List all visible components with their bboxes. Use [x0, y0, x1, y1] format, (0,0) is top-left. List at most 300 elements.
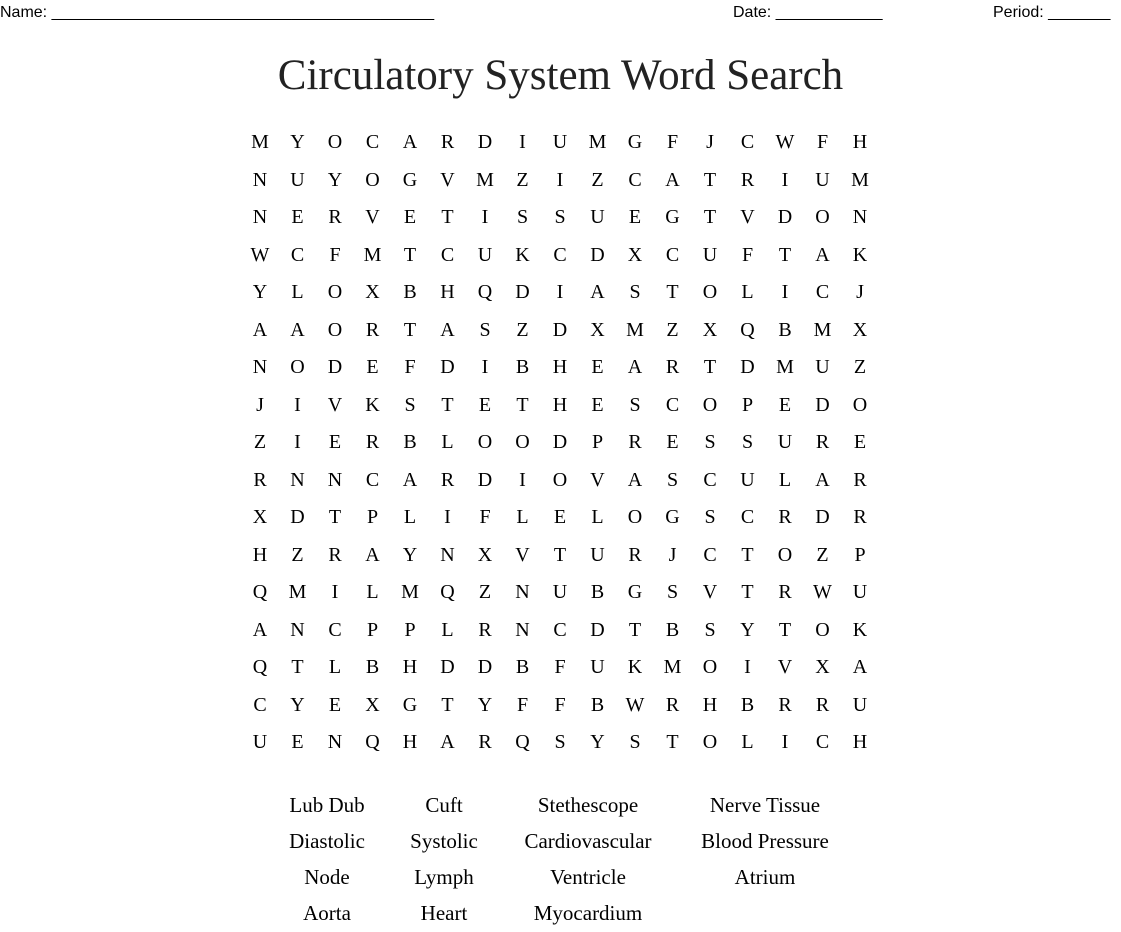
grid-letter: U: [590, 656, 605, 678]
grid-letter: O: [702, 656, 718, 678]
grid-letter: U: [852, 693, 868, 716]
grid-letter: S: [704, 618, 716, 641]
grid-letter: P: [854, 543, 866, 566]
grid-letter: F: [329, 243, 341, 266]
grid-letter: H: [252, 543, 268, 566]
grid-letter: D: [552, 431, 568, 453]
grid-letter: L: [741, 281, 754, 303]
grid-letter: I: [556, 168, 564, 191]
grid-letter: S: [629, 731, 641, 753]
grid-letter: R: [440, 468, 455, 491]
word-bank-item: Ventricle: [550, 865, 626, 889]
grid-letter: T: [666, 731, 679, 753]
word-bank-item: Cardiovascular: [524, 829, 652, 853]
grid-letter: O: [477, 431, 493, 453]
grid-letter: T: [441, 693, 454, 716]
grid-letter: Z: [478, 581, 492, 603]
grid-letter: H: [552, 393, 568, 416]
grid-letter: F: [554, 693, 566, 716]
grid-letter: D: [515, 281, 530, 303]
grid-letter: M: [476, 168, 494, 191]
grid-letter: D: [440, 656, 455, 678]
grid-letter: P: [404, 618, 416, 641]
grid-letter: U: [702, 243, 718, 266]
grid-letter: A: [365, 543, 380, 566]
grid-letter: C: [815, 281, 830, 303]
grid-letter: R: [365, 431, 380, 453]
grid-letter: X: [252, 506, 268, 528]
grid-letter: L: [403, 506, 417, 528]
grid-letter: I: [294, 393, 301, 416]
grid-letter: L: [291, 281, 304, 303]
grid-letter: K: [365, 393, 380, 416]
grid-letter: R: [365, 318, 380, 341]
grid-letter: H: [702, 693, 718, 716]
grid-letter: E: [778, 393, 792, 416]
grid-letter: Z: [291, 543, 304, 566]
grid-letter: B: [665, 618, 680, 641]
grid-letter: Y: [290, 693, 305, 716]
grid-letter: A: [852, 656, 868, 678]
grid-letter: E: [591, 356, 604, 378]
grid-letter: T: [666, 281, 679, 303]
grid-letter: G: [627, 581, 643, 603]
grid-letter: F: [741, 243, 754, 266]
grid-letter: R: [815, 693, 830, 716]
grid-letter: R: [778, 506, 792, 528]
grid-letter: W: [625, 693, 645, 716]
grid-letter: U: [852, 581, 868, 603]
grid-letter: C: [740, 506, 755, 528]
grid-letter: X: [852, 318, 868, 341]
grid-letter: X: [365, 693, 380, 716]
grid-letter: B: [403, 431, 417, 453]
word-bank-item: Lymph: [414, 865, 474, 889]
grid-letter: C: [365, 131, 380, 153]
grid-letter: C: [440, 243, 455, 266]
grid-letter: L: [516, 506, 529, 528]
grid-letter: T: [741, 543, 754, 566]
word-bank-item: Nerve Tissue: [709, 793, 821, 817]
grid-letter: F: [404, 356, 416, 378]
grid-letter: R: [665, 693, 680, 716]
grid-letter: P: [741, 393, 754, 416]
grid-letter: T: [403, 243, 417, 266]
grid-letter: I: [781, 731, 789, 753]
grid-letter: F: [554, 656, 566, 678]
grid-letter: M: [626, 318, 644, 341]
word-bank-item: Stethescope: [537, 793, 639, 817]
grid-letter: J: [256, 393, 264, 416]
grid-letter: B: [740, 693, 755, 716]
grid-letter: D: [590, 243, 605, 266]
grid-letter: H: [852, 131, 868, 153]
grid-letter: O: [327, 281, 343, 303]
grid-letter: M: [401, 581, 419, 603]
grid-letter: Q: [740, 318, 755, 341]
grid-letter: X: [627, 243, 643, 266]
grid-letter: H: [440, 281, 455, 303]
period-field: Period: _______: [993, 4, 1111, 21]
grid-letter: G: [627, 131, 643, 153]
grid-letter: R: [628, 543, 642, 566]
grid-letter: Q: [477, 281, 493, 303]
grid-letter: E: [553, 506, 567, 528]
grid-letter: I: [781, 281, 789, 303]
grid-letter: N: [327, 731, 343, 753]
grid-letter: M: [663, 656, 682, 678]
date-field: Date: ____________: [733, 4, 883, 21]
grid-letter: M: [813, 318, 832, 341]
grid-letter: Q: [440, 581, 455, 603]
grid-letter: O: [327, 131, 343, 153]
grid-letter: J: [668, 543, 677, 566]
grid-letter: O: [327, 318, 343, 341]
grid-letter: Y: [590, 731, 605, 753]
grid-letter: A: [402, 468, 418, 491]
word-bank-item: Lub Dub: [289, 793, 365, 817]
grid-letter: A: [290, 318, 305, 341]
grid-letter: B: [515, 656, 530, 678]
grid-letter: O: [552, 468, 568, 491]
grid-letter: Z: [853, 356, 867, 378]
grid-letter: P: [366, 506, 379, 528]
grid-letter: E: [291, 206, 304, 228]
grid-letter: U: [252, 731, 268, 753]
grid-letter: E: [478, 393, 492, 416]
grid-letter: S: [704, 506, 716, 528]
grid-letter: U: [815, 356, 830, 378]
grid-letter: Q: [252, 581, 268, 603]
grid-letter: M: [363, 243, 382, 266]
grid-letter: U: [477, 243, 493, 266]
grid-letter: D: [740, 356, 755, 378]
grid-letter: B: [515, 356, 530, 378]
grid-letter: V: [590, 468, 605, 491]
grid-letter: O: [515, 431, 530, 453]
grid-letter: R: [328, 206, 342, 228]
grid-letter: D: [440, 356, 455, 378]
grid-letter: A: [590, 281, 605, 303]
grid-letter: R: [665, 356, 680, 378]
grid-letter: O: [702, 281, 718, 303]
grid-letter: C: [665, 393, 680, 416]
grid-letter: C: [665, 243, 680, 266]
grid-letter: I: [781, 168, 789, 191]
grid-letter: N: [327, 468, 343, 491]
grid-letter: D: [477, 656, 493, 678]
grid-letter: U: [590, 206, 605, 228]
grid-letter: A: [627, 468, 643, 491]
word-bank-item: Blood Pressure: [701, 829, 829, 853]
grid-letter: R: [478, 731, 492, 753]
grid-letter: H: [552, 356, 568, 378]
grid-letter: M: [851, 168, 869, 191]
grid-letter: F: [479, 506, 491, 528]
grid-letter: D: [590, 618, 605, 641]
grid-letter: G: [665, 206, 680, 228]
grid-letter: Y: [252, 281, 268, 303]
grid-letter: D: [477, 131, 493, 153]
grid-letter: L: [741, 731, 754, 753]
grid-letter: I: [744, 656, 751, 678]
grid-letter: J: [856, 281, 864, 303]
grid-letter: R: [253, 468, 267, 491]
grid-letter: E: [366, 356, 379, 378]
grid-letter: V: [327, 393, 343, 416]
word-bank-item: Cuft: [425, 793, 463, 817]
grid-letter: S: [629, 281, 641, 303]
grid-letter: N: [252, 168, 268, 191]
grid-letter: V: [702, 581, 718, 603]
grid-letter: T: [441, 393, 454, 416]
grid-letter: R: [328, 543, 342, 566]
grid-letter: B: [778, 318, 792, 341]
grid-letter: T: [291, 656, 304, 678]
grid-letter: S: [741, 431, 754, 453]
grid-letter: Z: [516, 168, 529, 191]
grid-letter: C: [628, 168, 642, 191]
grid-letter: O: [815, 618, 830, 641]
grid-letter: N: [290, 618, 305, 641]
grid-letter: X: [702, 318, 718, 341]
grid-letter: P: [366, 618, 379, 641]
grid-letter: S: [554, 731, 566, 753]
grid-letter: H: [402, 656, 418, 678]
grid-letter: U: [590, 543, 605, 566]
grid-letter: I: [331, 581, 339, 603]
grid-letter: O: [365, 168, 380, 191]
grid-letter: D: [552, 318, 568, 341]
grid-letter: V: [365, 206, 380, 228]
grid-letter: Y: [477, 693, 493, 716]
grid-letter: A: [440, 731, 455, 753]
grid-letter: W: [250, 243, 270, 266]
grid-letter: I: [294, 431, 301, 453]
grid-letter: L: [441, 431, 454, 453]
grid-letter: O: [702, 393, 718, 416]
grid-letter: Q: [515, 731, 530, 753]
grid-letter: X: [815, 656, 830, 678]
grid-letter: G: [402, 693, 418, 716]
grid-letter: S: [704, 431, 716, 453]
grid-letter: Y: [327, 168, 343, 191]
word-bank-item: Systolic: [410, 829, 478, 853]
grid-letter: E: [853, 431, 867, 453]
grid-letter: T: [703, 168, 717, 191]
grid-letter: R: [628, 431, 642, 453]
grid-letter: H: [402, 731, 418, 753]
grid-letter: B: [590, 581, 605, 603]
grid-letter: T: [778, 618, 792, 641]
grid-letter: I: [519, 131, 526, 153]
grid-letter: R: [815, 431, 830, 453]
grid-letter: O: [777, 543, 793, 566]
grid-letter: O: [290, 356, 305, 378]
grid-letter: R: [853, 506, 867, 528]
grid-letter: E: [291, 731, 304, 753]
grid-letter: U: [290, 168, 305, 191]
grid-letter: S: [666, 581, 679, 603]
word-bank-item: Node: [304, 865, 350, 889]
grid-letter: M: [288, 581, 307, 603]
grid-letter: Z: [816, 543, 829, 566]
grid-letter: W: [813, 581, 832, 603]
grid-letter: E: [628, 206, 642, 228]
grid-letter: S: [554, 206, 566, 228]
grid-letter: V: [740, 206, 755, 228]
grid-letter: S: [516, 206, 529, 228]
grid-letter: H: [852, 731, 868, 753]
grid-letter: C: [740, 131, 755, 153]
grid-letter: D: [777, 206, 793, 228]
grid-letter: U: [815, 168, 830, 191]
grid-letter: L: [778, 468, 792, 491]
grid-letter: I: [519, 468, 526, 491]
grid-letter: K: [627, 656, 643, 678]
grid-letter: R: [478, 618, 492, 641]
grid-letter: I: [556, 281, 564, 303]
grid-letter: F: [666, 131, 679, 153]
grid-letter: N: [252, 206, 268, 228]
grid-letter: C: [703, 468, 717, 491]
grid-letter: X: [365, 281, 380, 303]
word-bank-item: Myocardium: [533, 901, 643, 925]
grid-letter: E: [328, 431, 342, 453]
grid-letter: S: [479, 318, 491, 341]
grid-letter: R: [740, 168, 755, 191]
grid-letter: Y: [290, 131, 305, 153]
word-bank-item: Diastolic: [289, 829, 365, 853]
grid-letter: U: [777, 431, 793, 453]
grid-letter: A: [627, 356, 643, 378]
grid-letter: C: [553, 243, 567, 266]
grid-letter: Y: [402, 543, 418, 566]
grid-letter: N: [515, 581, 530, 603]
grid-letter: A: [402, 131, 418, 153]
grid-letter: N: [440, 543, 455, 566]
grid-letter: G: [665, 506, 680, 528]
grid-letter: T: [553, 543, 567, 566]
grid-letter: L: [591, 506, 604, 528]
grid-letter: I: [481, 356, 489, 378]
grid-letter: C: [815, 731, 830, 753]
grid-letter: O: [852, 393, 868, 416]
grid-letter: Q: [252, 656, 268, 678]
grid-letter: F: [816, 131, 829, 153]
grid-letter: X: [477, 543, 493, 566]
grid-letter: Z: [253, 431, 267, 453]
grid-letter: X: [590, 318, 605, 341]
grid-letter: J: [706, 131, 714, 153]
grid-letter: D: [815, 506, 830, 528]
grid-letter: R: [853, 468, 867, 491]
grid-letter: F: [516, 693, 529, 716]
grid-letter: T: [741, 581, 754, 603]
grid-letter: C: [365, 468, 380, 491]
word-bank-item: Aorta: [303, 901, 351, 925]
grid-letter: R: [778, 693, 792, 716]
grid-letter: D: [327, 356, 343, 378]
grid-letter: T: [441, 206, 454, 228]
grid-letter: K: [852, 243, 868, 266]
grid-letter: M: [251, 131, 269, 153]
grid-letter: M: [588, 131, 607, 153]
grid-letter: T: [628, 618, 642, 641]
grid-letter: Q: [365, 731, 380, 753]
grid-letter: C: [253, 693, 267, 716]
grid-letter: U: [552, 581, 568, 603]
grid-letter: T: [403, 318, 417, 341]
grid-letter: P: [591, 431, 604, 453]
grid-letter: K: [515, 243, 530, 266]
grid-letter: C: [553, 618, 567, 641]
word-bank-item: Heart: [420, 901, 468, 925]
grid-letter: S: [666, 468, 679, 491]
name-field: Name: ___________________________________________: [0, 4, 435, 21]
grid-letter: B: [365, 656, 380, 678]
grid-letter: T: [328, 506, 342, 528]
grid-letter: L: [441, 618, 454, 641]
grid-letter: E: [591, 393, 604, 416]
grid-letter: I: [481, 206, 489, 228]
grid-letter: N: [290, 468, 305, 491]
grid-letter: N: [515, 618, 530, 641]
grid-letter: I: [444, 506, 451, 528]
grid-letter: E: [403, 206, 417, 228]
grid-letter: O: [815, 206, 830, 228]
grid-letter: D: [290, 506, 305, 528]
grid-letter: B: [403, 281, 417, 303]
grid-letter: G: [402, 168, 418, 191]
grid-letter: B: [590, 693, 605, 716]
grid-letter: L: [328, 656, 342, 678]
grid-letter: Y: [740, 618, 755, 641]
grid-letter: U: [552, 131, 568, 153]
grid-letter: E: [328, 693, 342, 716]
grid-letter: V: [777, 656, 793, 678]
grid-letter: K: [852, 618, 868, 641]
grid-letter: A: [252, 618, 268, 641]
grid-letter: U: [740, 468, 755, 491]
grid-letter: A: [440, 318, 455, 341]
grid-letter: A: [665, 168, 680, 191]
page-title: Circulatory System Word Search: [277, 52, 844, 99]
grid-letter: T: [778, 243, 792, 266]
grid-letter: D: [815, 393, 830, 416]
grid-letter: C: [703, 543, 717, 566]
grid-letter: M: [776, 356, 794, 378]
grid-letter: R: [440, 131, 455, 153]
grid-letter: A: [815, 468, 830, 491]
grid-letter: Z: [666, 318, 679, 341]
grid-letter: W: [775, 131, 795, 153]
grid-letter: Z: [591, 168, 604, 191]
grid-letter: S: [629, 393, 641, 416]
grid-letter: Z: [516, 318, 529, 341]
grid-letter: T: [703, 206, 717, 228]
grid-letter: R: [778, 581, 792, 603]
word-bank-item: Atrium: [734, 865, 796, 889]
grid-letter: O: [702, 731, 718, 753]
grid-letter: O: [627, 506, 643, 528]
grid-letter: V: [515, 543, 530, 566]
grid-letter: D: [477, 468, 493, 491]
grid-letter: V: [440, 168, 455, 191]
grid-letter: A: [815, 243, 830, 266]
grid-letter: E: [666, 431, 679, 453]
grid-letter: T: [516, 393, 529, 416]
